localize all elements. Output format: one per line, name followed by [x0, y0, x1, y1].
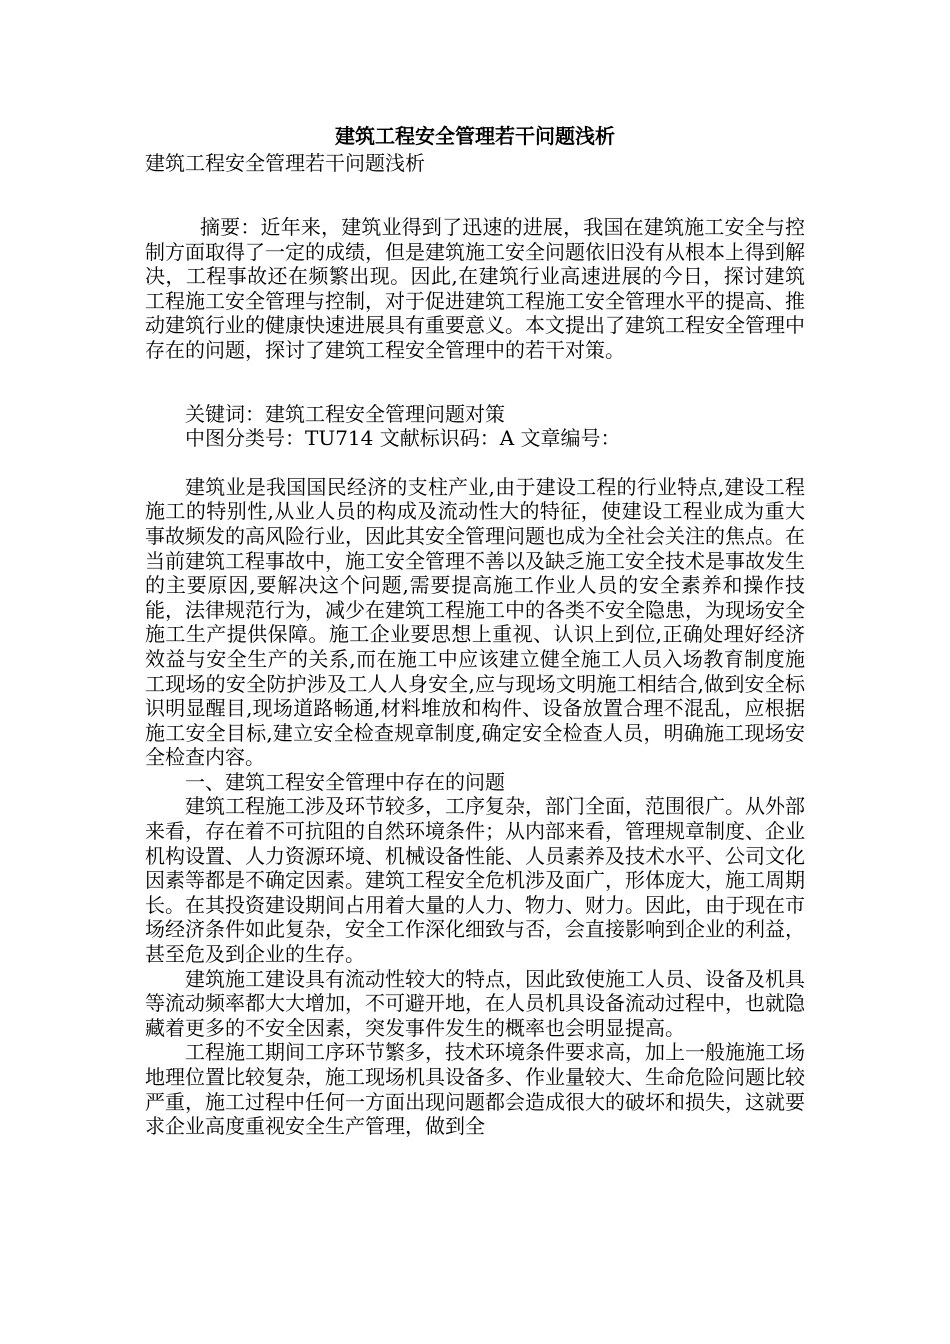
- spacer: [145, 363, 805, 402]
- body-paragraph-2: 建筑施工建设具有流动性较大的特点，因此致使施工人员、设备及机具等流动频率都大大增加，不可避开地，在人员机具设备流动过程中，也就隐藏着更多的不安全因素，突发事件发生的概率也会明显提高。: [145, 966, 805, 1040]
- spacer: [145, 176, 805, 215]
- section-heading: 一、建筑工程安全管理中存在的问题: [185, 769, 505, 794]
- keywords-line: 关键词：建筑工程安全管理问题对策: [185, 401, 505, 426]
- intro-paragraph: 建筑业是我国国民经济的支柱产业,由于建设工程的行业特点,建设工程施工的特别性,从业人员的构成及流动性大的特征，使建设工程业成为重大事故频发的高风险行业，因此其安全管理问题也成为全社会关注的焦点。在当前建筑工程事故中，施工安全管理不善以及缺乏施工安全技术是事故发生的主要原因,要解决这个问题,需要提高施工作业人员的安全素养和操作技能，法律规范行为，减少在建筑工程施工中的各类不安全隐患，为现场安全施工生产提供保障。施工企业要思想上重视、认识上到位,正确处理好经济效益与安全生产的关系,而在施工中应该建立健全施工人员入场教育制度施工现场的安全防护涉及工人人身安全,应与现场文明施工相结合,做到安全标识明显醒目,现场道路畅通,材料堆放和构件、设备放置合理不混乱，应根据施工安全目标,建立安全检查规章制度,确定安全检查人员，明确施工现场安全检查内容。: [145, 474, 805, 770]
- classification-line: 中图分类号：TU714 文献标识码：A 文章编号：: [185, 426, 621, 451]
- body-paragraph-3: 工程施工期间工序环节繁多，技术环境条件要求高，加上一般施施工场地理位置比较复杂，施工现场机具设备多、作业量较大、生命危险问题比较严重，施工过程中任何一方面出现问题都会造成很大的破坏和损失，这就要求企业高度重视安全生产管理，做到全: [145, 1040, 805, 1139]
- document-title: 建筑工程安全管理若干问题浅析: [335, 124, 615, 148]
- body-paragraph-1: 建筑工程施工涉及环节较多，工序复杂，部门全面，范围很广。从外部来看，存在着不可抗阻的自然环境条件；从内部来看，管理规章制度、企业机构设置、人力资源环境、机械设备性能、人员素养及技术水平、公司文化因素等都是不确定因素。建筑工程安全危机涉及面广，形体庞大，施工周期长。在其投资建设期间占用着大量的人力、物力、财力。因此，由于现在市场经济条件如此复杂，安全工作深化细致与否，会直接影响到企业的利益，甚至危及到企业的生存。: [145, 794, 805, 967]
- document-page: [145, 122, 805, 1139]
- abstract-paragraph: 摘要：近年来，建筑业得到了迅速的进展，我国在建筑施工安全与控制方面取得了一定的成绩，但是建筑施工安全问题依旧没有从根本上得到解决，工程事故还在频繁出现。因此,在建筑行业高速进展的今日，探讨建筑工程施工安全管理与控制，对于促进建筑工程施工安全管理水平的提高、推动建筑行业的健康快速进展具有重要意义。本文提出了建筑工程安全管理中存在的问题，探讨了建筑工程安全管理中的若干对策。: [145, 215, 805, 362]
- spacer: [145, 451, 805, 475]
- document-subtitle: 建筑工程安全管理若干问题浅析: [145, 151, 425, 175]
